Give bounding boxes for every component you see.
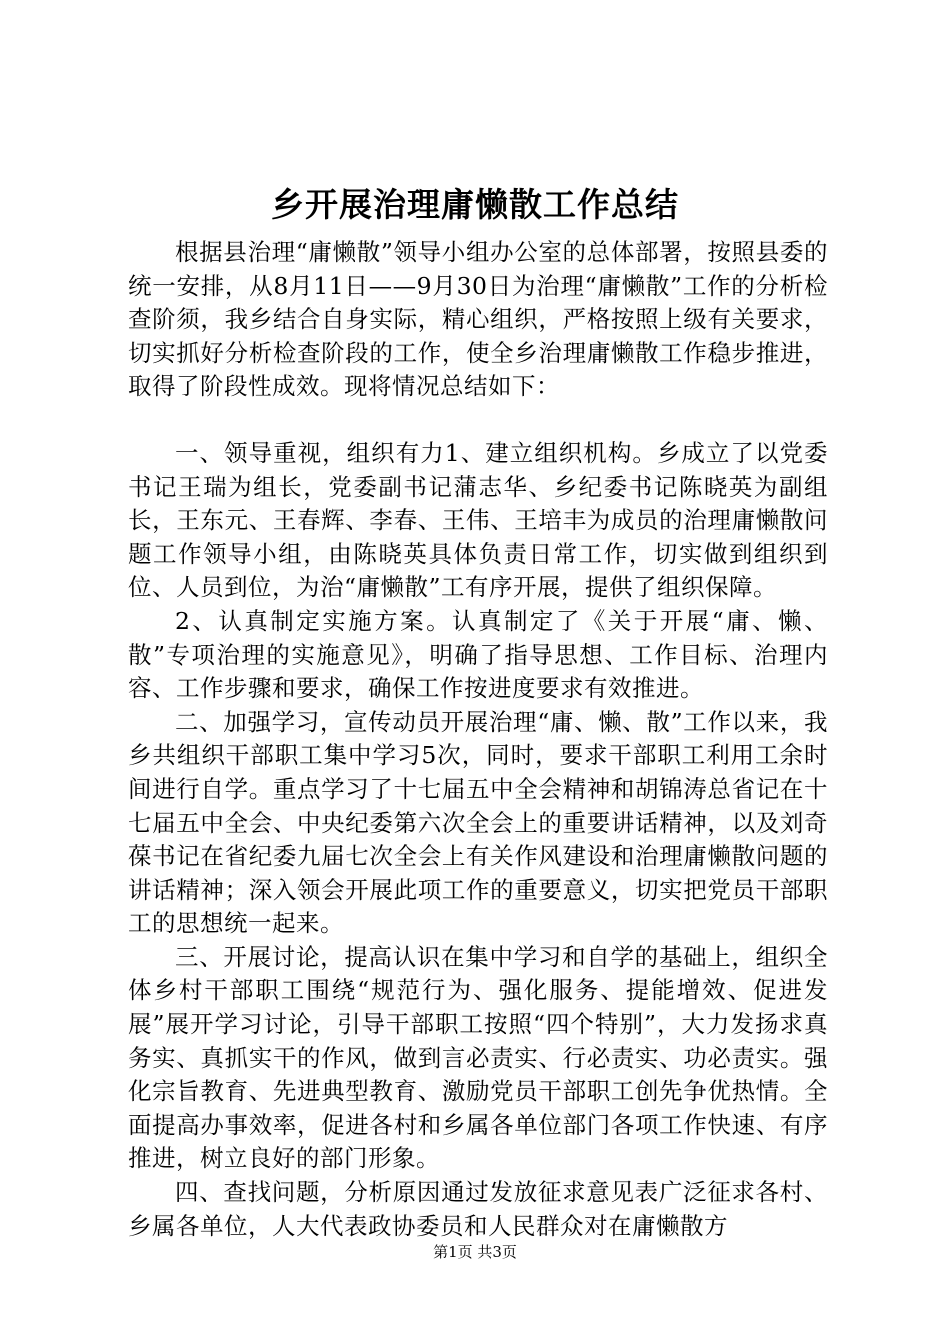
paragraph-section-1-item-2: 2、认真制定实施方案。认真制定了《关于开展“庸、懒、散”专项治理的实施意见》，明确了指导思想、工作目标、治理内容、工作步骤和要求，确保工作按进度要求有效推进。 xyxy=(128,606,828,703)
document-title: 乡开展治理庸懒散工作总结 xyxy=(271,185,679,224)
paragraph-section-3: 三、开展讨论，提高认识在集中学习和自学的基础上，组织全体乡村干部职工围绕“规范行为、强化服务、提能增效、促进发展”展开学习讨论，引导干部职工按照“四个特别”，大力发扬求真务实、真抓实干的作风，做到言必责实、行必责实、功必责实。强化宗旨教育、先进典型教育、激励党员干部职工创先争优热情。全面提高办事效率，促进各村和乡属各单位部门各项工作快速、有序推进，树立良好的部门形象。 xyxy=(128,942,828,1173)
paragraph-section-1: 一、领导重视，组织有力1、建立组织机构。乡成立了以党委书记王瑞为组长，党委副书记蒲志华、乡纪委书记陈晓英为副组长，王东元、王春辉、李春、王伟、王培丰为成员的治理庸懒散问题工作领导小组，由陈晓英具体负责日常工作，切实做到组织到位、人员到位，为治“庸懒散”工有序开展，提供了组织保障。 xyxy=(128,438,828,602)
document-body xyxy=(128,236,828,1243)
page-number-footer: 第1页 共3页 xyxy=(433,1243,517,1261)
paragraph-intro: 根据县治理“庸懒散”领导小组办公室的总体部署，按照县委的统一安排，从8月11日——9月30日为治理“庸懒散”工作的分析检查阶须，我乡结合自身实际，精心组织，严格按照上级有关要求，切实抓好分析检查阶段的工作，使全乡治理庸懒散工作稳步推进，取得了阶段性成效。现将情况总结如下： xyxy=(128,238,828,401)
paragraph-section-2: 二、加强学习，宣传动员开展治理“庸、懒、散”工作以来，我乡共组织干部职工集中学习5次，同时，要求干部职工利用工余时间进行自学。重点学习了十七届五中全会精神和胡锦涛总省记在十七届五中全会、中央纪委第六次全会上的重要讲话精神，以及刘奇葆书记在省纪委九届七次全会上有关作风建设和治理庸懒散问题的讲话精神；深入领会开展此项工作的重要意义，切实把党员干部职工的思想统一起来。 xyxy=(128,707,828,938)
paragraph-section-4: 四、查找问题，分析原因通过发放征求意见表广泛征求各村、乡属各单位，人大代表政协委员和人民群众对在庸懒散方 xyxy=(128,1178,828,1240)
